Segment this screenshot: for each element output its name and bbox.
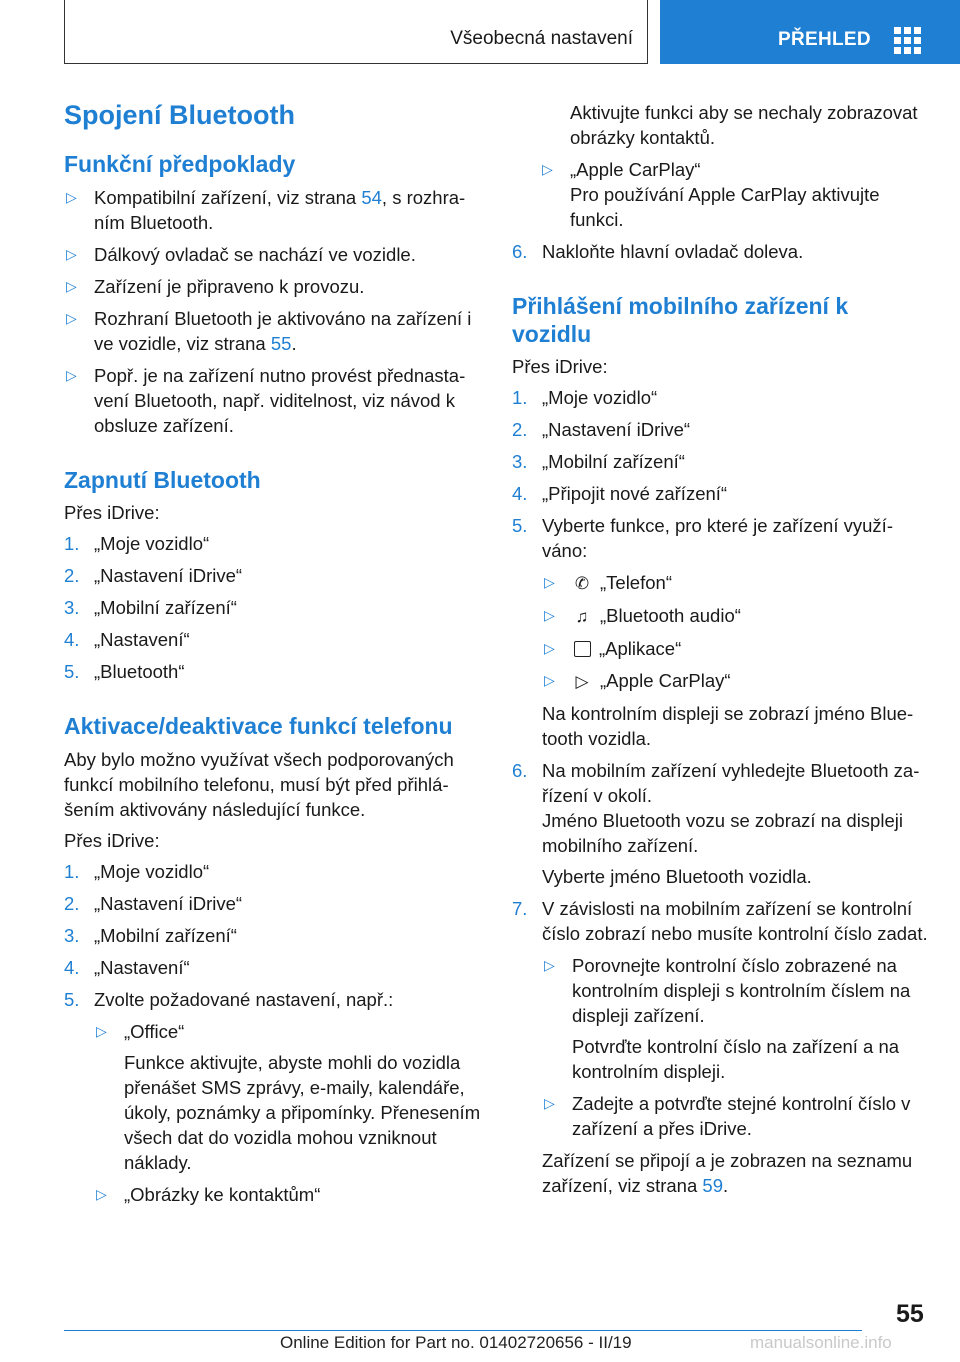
step-note: Jméno Bluetooth vozu se zobrazí na displeji mobilního zařízení.: [542, 810, 903, 857]
page-link[interactable]: 59: [702, 1175, 723, 1197]
continued-sub-list: [512, 100, 928, 232]
list-item: 6. Nakloňte hlavní ovladač doleva.: [512, 241, 804, 262]
list-item: ▷ ✆ „Telefon“: [542, 570, 928, 596]
activate-paragraph: Aby bylo možno využívat všech podporovaných funkcí mobilního telefonu, musí být před přihlášením aktivovány následující funkce.: [64, 748, 454, 820]
list-item: 4. „Nastavení“: [64, 629, 190, 651]
page-header: [0, 0, 960, 66]
sub-list: [542, 953, 928, 1141]
section-title: Všeobecná nastavení: [450, 28, 633, 49]
list-item: 7. V závislosti na mobilním zařízení se kontrolní číslo zobrazí nebo musíte kontrolní číslo zadat. ▷ Porovnejte kontrolní číslo zobrazené na kontrolním displeji s kontrolním číslem na displeji zařízení. Potvrďte kontrolní číslo na zařízení a na kontrolním displeji. ▷ Zadejte a potvrďte stejné kontrolní číslo v zařízení a přes iDrive. Zařízení se připojí a je zobrazen na seznamu zařízení, viz strana 59.: [512, 896, 928, 1198]
list-item: 6. Na mobilním zařízení vyhledejte Bluetooth zařízení v okolí. Jméno Bluetooth vozu se zobrazí na displeji mobilního zařízení. Vyberte jméno Bluetooth vozidla.: [512, 758, 928, 889]
list-item: 2. „Nastavení iDrive“: [64, 892, 243, 914]
list-item: 1. „Moje vozidlo“: [512, 387, 658, 409]
prereq-list: [64, 185, 484, 438]
enable-steps: [64, 531, 484, 684]
music-note-icon: ♫: [575, 607, 589, 627]
list-item: ▷ „Aplikace“: [542, 636, 928, 661]
list-item: 5. Vyberte funkce, pro které je zařízení využíváno: ▷ ✆ „Telefon“ ▷ ♫ „Bluetooth audio“ ▷ „Aplikace“ ▷ ▷ „Apple CarPlay“ Na kontrolním displeji se zobrazí jméno Bluetooth vozidla.: [512, 513, 928, 751]
list-item: ▷ Popř. je na zařízení nutno provést přednastavení Bluetooth, např. viditelnost, viz návod k obsluze zařízení.: [64, 363, 484, 438]
step-note: Zařízení se připojí a je zobrazen na seznamu zařízení, viz strana 59.: [542, 1150, 913, 1197]
page-number: 55: [896, 1300, 924, 1328]
list-item: 4. „Připojit nové zařízení“: [512, 483, 728, 505]
list-item: 3. „Mobilní zařízení“: [512, 451, 685, 473]
grid-icon: [894, 27, 922, 53]
apps-icon: [574, 641, 591, 657]
list-item-continued: Aktivujte funkci aby se nechaly zobrazovat obrázky kontaktů.: [570, 102, 918, 148]
list-item: ▷ Dálkový ovladač se nachází ve vozidle.: [64, 242, 484, 267]
list-item: 2. „Nastavení iDrive“: [512, 419, 691, 441]
login-steps: [512, 385, 928, 1198]
list-item: 2. „Nastavení iDrive“: [64, 565, 243, 587]
phone-icon: ✆: [574, 574, 590, 594]
overview-tab[interactable]: [660, 0, 960, 64]
left-column: [64, 100, 484, 1214]
list-item: ▷ Zadejte a potvrďte stejné kontrolní číslo v zařízení a přes iDrive.: [542, 1091, 928, 1141]
step-note: Vyberte jméno Bluetooth vozidla.: [542, 866, 812, 888]
list-item: 5. Zvolte požadované nastavení, např.: ▷ „Office“ Funkce aktivujte, abyste mohli do vozidla přenášet SMS zprávy, e-maily, kalendáře, úkoly, poznámky a připomínky. Přenesením všech dat do vozidla mohou vzniknout náklady. ▷ „Obrázky ke kontaktům“: [64, 987, 484, 1207]
login-intro: Přes iDrive:: [512, 356, 608, 378]
prereq-heading: Funkční předpoklady: [64, 151, 296, 178]
list-item: ▷ Kompatibilní zařízení, viz strana 54, s rozhraním Bluetooth.: [64, 185, 484, 235]
list-item: ▷ ♫ „Bluetooth audio“: [542, 603, 928, 629]
activate-heading: Aktivace/deaktivace funkcí telefonu: [64, 713, 453, 740]
login-heading: Přihlášení mobilního zařízení k vozidlu: [512, 293, 849, 347]
right-column: [512, 100, 928, 1205]
list-item: ▷ Rozhraní Bluetooth je aktivováno na zařízení i ve vozidle, viz strana 55.: [64, 306, 484, 356]
sub-list: [94, 1019, 484, 1207]
list-item: ▷ Zařízení je připraveno k provozu.: [64, 274, 484, 299]
carplay-icon: ▷: [575, 672, 589, 692]
page-title: Spojení Bluetooth: [64, 100, 295, 130]
page-link[interactable]: 55: [270, 332, 292, 354]
list-item: 3. „Mobilní zařízení“: [64, 924, 237, 946]
activate-intro: Přes iDrive:: [64, 829, 160, 851]
list-item: ▷ „Office“ Funkce aktivujte, abyste mohli do vozidla přenášet SMS zprávy, e-maily, kalendáře, úkoly, poznámky a připomínky. Přenesením všech dat do vozidla mohou vzniknout náklady.: [94, 1019, 484, 1175]
function-list: [542, 570, 928, 694]
overview-tab-label: PŘEHLED: [778, 29, 871, 50]
list-item: ▷ „Apple CarPlay“ Pro používání Apple CarPlay aktivujte funkci.: [540, 157, 928, 232]
step-note: Na kontrolním displeji se zobrazí jméno Bluetooth vozidla.: [542, 703, 914, 750]
list-item: ▷ „Obrázky ke kontaktům“: [94, 1182, 484, 1207]
footer-watermark: manualsonline.info: [750, 1333, 892, 1352]
continued-steps: [512, 239, 928, 264]
list-item: 4. „Nastavení“: [64, 956, 190, 978]
footer-divider: [64, 1330, 862, 1331]
activate-steps: [64, 859, 484, 1207]
list-item: ▷ Porovnejte kontrolní číslo zobrazené na kontrolním displeji s kontrolním číslem na displeji zařízení. Potvrďte kontrolní číslo na zařízení a na kontrolním displeji.: [542, 953, 928, 1084]
list-item: ▷ ▷ „Apple CarPlay“: [542, 668, 928, 694]
page-link[interactable]: 54: [361, 186, 382, 208]
list-item: 3. „Mobilní zařízení“: [64, 597, 237, 619]
enable-intro: Přes iDrive:: [64, 502, 160, 524]
list-item: 1. „Moje vozidlo“: [64, 860, 210, 882]
footer-edition: Online Edition for Part no. 01402720656 - II/19: [280, 1333, 632, 1352]
list-item: 1. „Moje vozidlo“: [64, 533, 210, 555]
enable-heading: Zapnutí Bluetooth: [64, 466, 261, 493]
section-header-box: [64, 0, 648, 64]
list-item: 5. „Bluetooth“: [64, 661, 185, 683]
